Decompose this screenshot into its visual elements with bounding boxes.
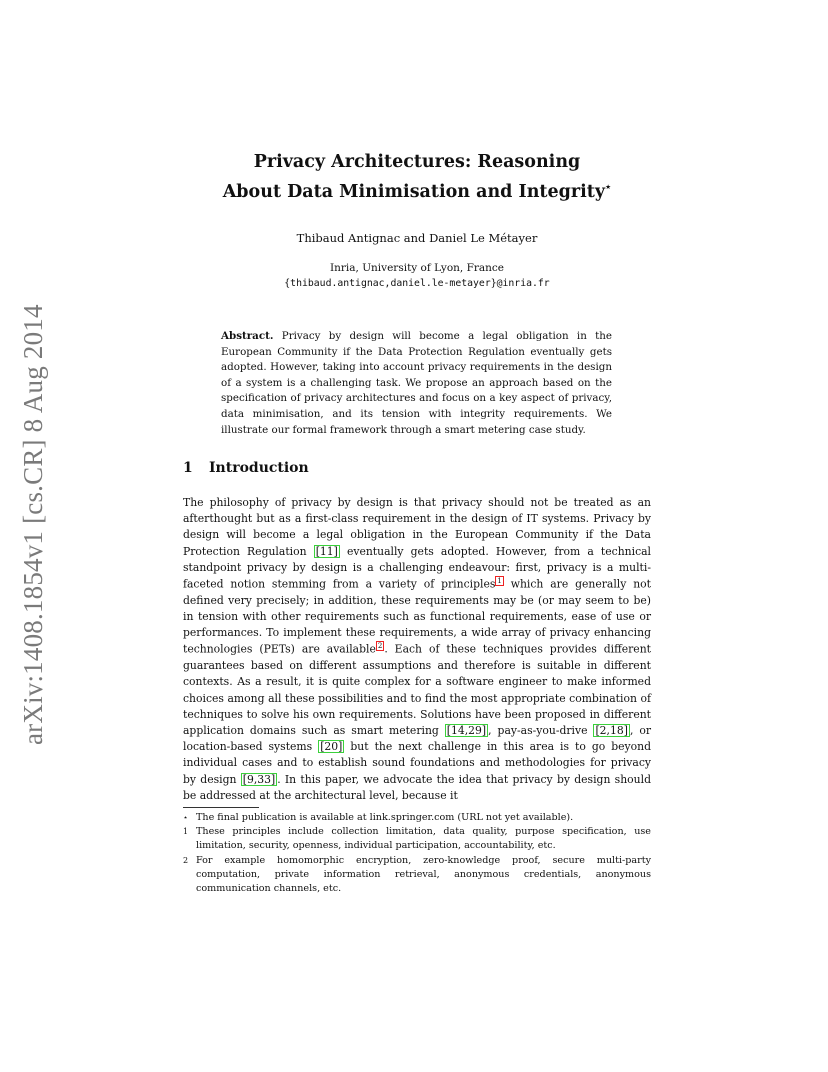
affiliation-block [183, 261, 651, 291]
footnote [183, 811, 651, 825]
section-title: Introduction [209, 460, 309, 476]
body-text: , pay-as-you-drive [488, 724, 588, 738]
title-line-1: Privacy Architectures: Reasoning [253, 152, 581, 172]
footnote-mark: 1 [183, 827, 189, 837]
authors: Thibaud Antignac and Daniel Le Métayer [296, 231, 538, 245]
citation-link[interactable]: [2,18] [595, 724, 628, 738]
footnote-text: For example homomorphic encryption, zero-knowledge proof, secure multi-party computation, private information retrieval, anonymous credentials, anonymous communication channels, etc. [196, 854, 651, 895]
footnotes [183, 811, 651, 896]
abstract [221, 329, 612, 438]
body-text: but the next challenge in this area is to go beyond individual cases and to establish sound foundations and methodologies for privacy by design [183, 740, 651, 786]
abstract-text: Privacy by design will become a legal obligation in the European Community if the Data Protection Regulation eventually gets adopted. However, taking into account privacy requirements in the design of a system is a challenging task. We propose an approach based on the specification of privacy architectures and focus on a key aspect of privacy, data minimisation, and its tension with integrity requirements. We illustrate our formal framework through a smart metering case study. [221, 330, 612, 436]
footnote-text: The final publication is available at link.springer.com (URL not yet available). [196, 812, 574, 823]
body-text: The philosophy of privacy by design is that privacy should not be treated as an afterthought but as a first-class requirement in the design of IT systems. Privacy by design will become a legal obligation in the European Community if the Data Protection Regulation [183, 496, 651, 558]
paper-title [183, 150, 651, 205]
footnote [183, 825, 651, 853]
body-paragraph [183, 495, 651, 804]
section-number: 1 [183, 460, 193, 476]
citation-link[interactable]: [9,33] [242, 772, 276, 786]
body-text: . Each of these techniques provides different guarantees based on different assumptions and therefore is suitable in different contexts. As a result, it is quite complex for a software engineer to make informed choices among all these possibilities and to find the most appropriate combination of techniques to solve his own requirements. Solutions have been proposed in different application domains such as smart metering [183, 643, 651, 738]
title-line-2-text: About Data Minimisation and Integrity [222, 181, 605, 202]
citation-link[interactable]: [11] [315, 544, 338, 558]
body-text: , or location-based systems [183, 724, 652, 754]
footnote-mark: ⋆ [183, 813, 189, 822]
body-text: which are generally not defined very precisely; in addition, these requirements may be (or may seem to be) in tension with other requirements such as functional requirements, ease of use or performances. To implement these requirements, a wide array of privacy enhancing technologies (PETs) are available [183, 577, 651, 657]
title-line-2 [183, 175, 651, 205]
body-text: eventually gets adopted. However, from a technical standpoint privacy by design is a challenging endeavour: first, privacy is a multi-faceted notion stemming from a variety of principles [183, 544, 652, 591]
footnote-rule [183, 807, 259, 808]
footnote-text: These principles include collection limitation, data quality, purpose specification, use limitation, security, openness, individual participation, accountability, etc. [196, 826, 651, 852]
abstract-label: Abstract. [221, 330, 274, 342]
footnote-mark: 2 [183, 855, 189, 865]
email: {thibaud.antignac,daniel.le-metayer}@inria.fr [284, 278, 550, 289]
affiliation: Inria, University of Lyon, France [329, 262, 505, 274]
footnote [183, 854, 651, 897]
title-footnote-mark: ⋆ [605, 182, 612, 193]
section-heading [183, 460, 309, 476]
footnote-link[interactable]: 2 [377, 642, 383, 651]
citation-link[interactable]: [14,29] [446, 724, 487, 738]
arxiv-sidebar-stamp: arXiv:1408.1854v1 [cs.CR] 8 Aug 2014 [18, 304, 48, 745]
body-text: . In this paper, we advocate the idea that privacy by design should be addressed at the architectural level, because it [183, 772, 651, 802]
footnote-link[interactable]: 1 [497, 577, 502, 586]
citation-link[interactable]: [20] [320, 740, 343, 754]
